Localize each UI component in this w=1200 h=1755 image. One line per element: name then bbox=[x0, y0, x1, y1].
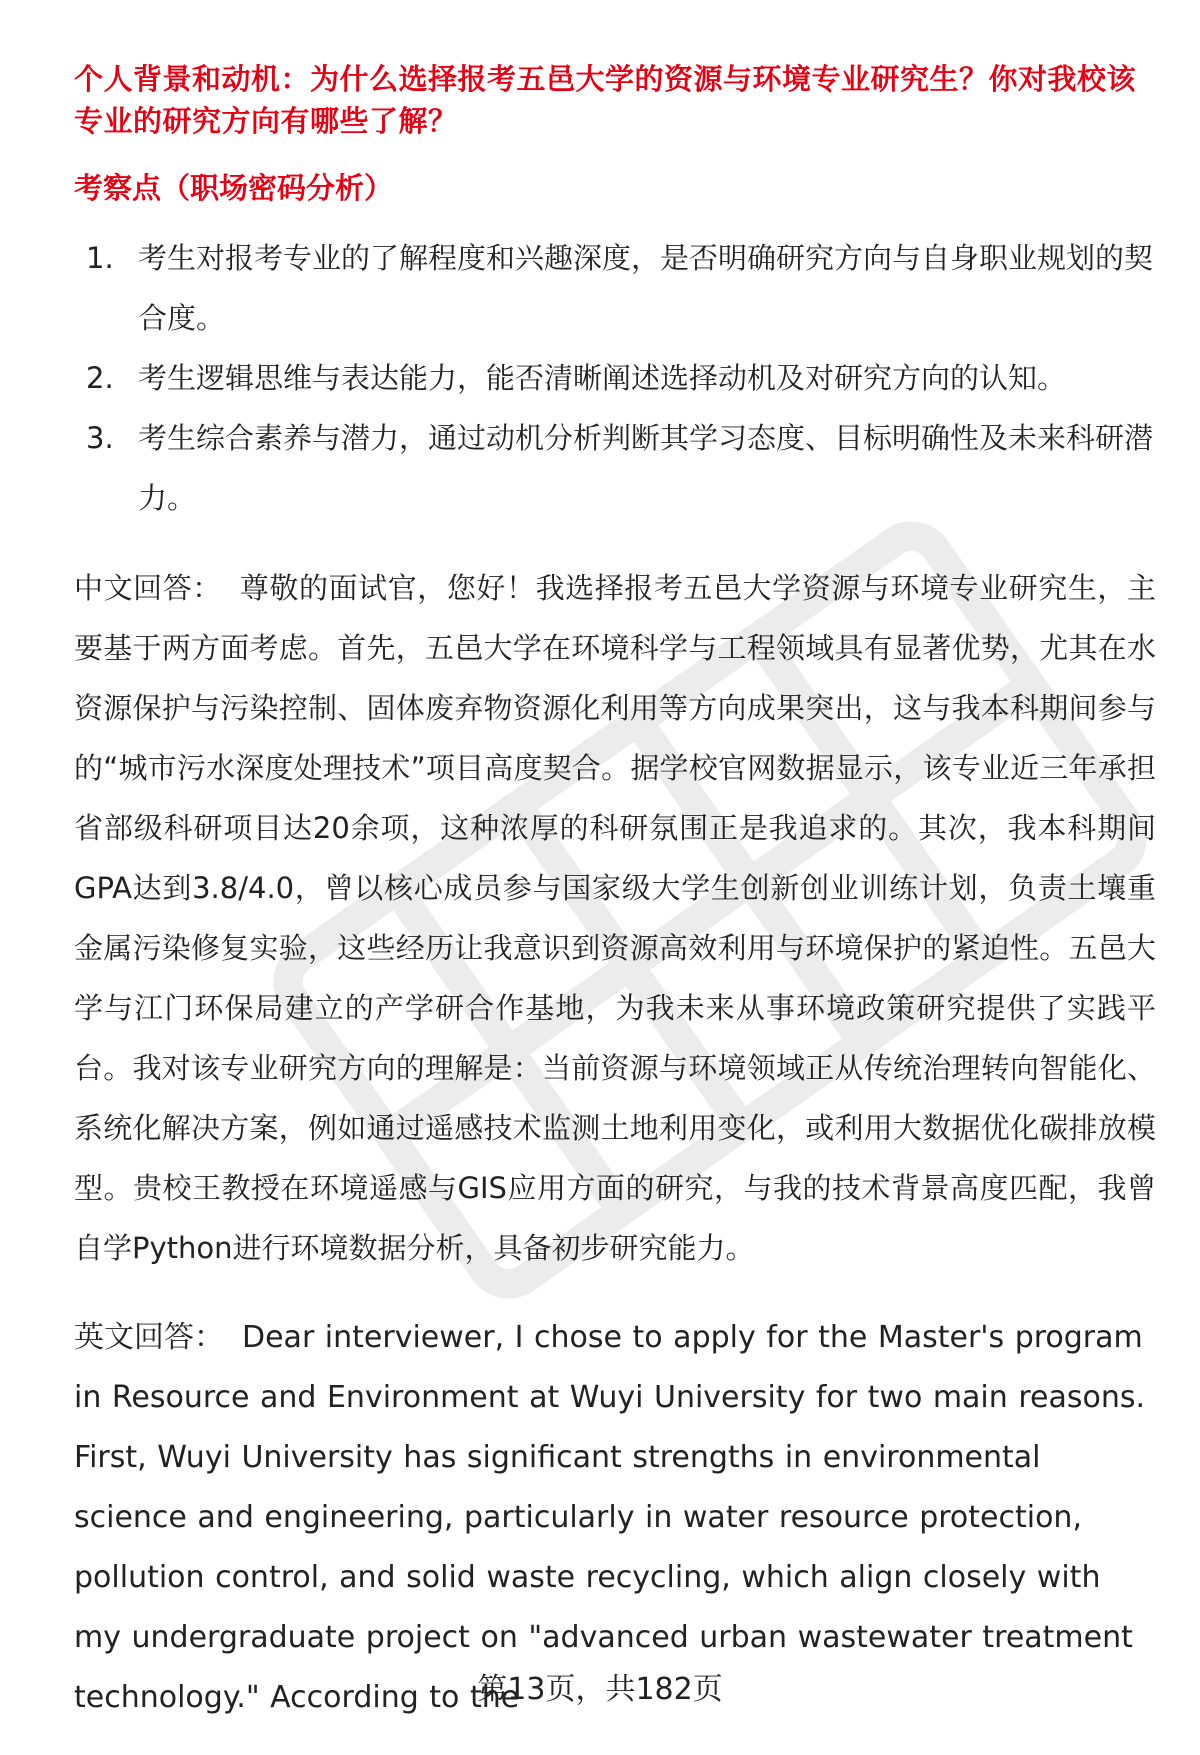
point-text: 考生逻辑思维与表达能力，能否清晰阐述选择动机及对研究方向的认知。 bbox=[138, 361, 1067, 395]
page-content bbox=[74, 58, 1156, 1728]
assessment-point bbox=[74, 348, 1156, 408]
english-answer bbox=[74, 1308, 1156, 1728]
question-title: 个人背景和动机：为什么选择报考五邑大学的资源与环境专业研究生？你对我校该专业的研究方向有哪些了解？ bbox=[74, 62, 1137, 138]
assessment-point bbox=[74, 228, 1156, 348]
point-number: 3. bbox=[86, 421, 114, 455]
chinese-answer bbox=[74, 558, 1156, 1278]
point-text: 考生对报考专业的了解程度和兴趣深度，是否明确研究方向与自身职业规划的契合度。 bbox=[138, 241, 1154, 335]
chinese-answer-label: 中文回答： bbox=[74, 571, 222, 605]
point-number: 1. bbox=[86, 241, 114, 275]
english-answer-label: 英文回答： bbox=[74, 1320, 224, 1355]
english-answer-text: Dear interviewer, I chose to apply for the Master's program in Resource and Environment at Wuyi University for two main reasons. First, Wuyi University has significant strengths in environmental science and engineering, particularly in water resource protection, pollution control, and solid waste recycling, which align closely with my undergraduate project on "advanced urban wastewater treatment technology." According to the bbox=[74, 1320, 1146, 1715]
page-number-footer: 第13页，共182页 bbox=[477, 1672, 723, 1707]
chinese-answer-text: 尊敬的面试官，您好！我选择报考五邑大学资源与环境专业研究生，主要基于两方面考虑。首先，五邑大学在环境科学与工程领域具有显著优势，尤其在水资源保护与污染控制、固体废弃物资源化利用等方向成果突出，这与我本科期间参与的“城市污水深度处理技术”项目高度契合。据学校官网数据显示，该专业近三年承担省部级科研项目达20余项，这种浓厚的科研氛围正是我追求的。其次，我本科期间GPA达到3.8/4.0，曾以核心成员参与国家级大学生创新创业训练计划，负责土壤重金属污染修复实验，这些经历让我意识到资源高效利用与环境保护的紧迫性。五邑大学与江门环保局建立的产学研合作基地，为我未来从事环境政策研究提供了实践平台。我对该专业研究方向的理解是：当前资源与环境领域正从传统治理转向智能化、系统化解决方案，例如通过遥感技术监测土地利用变化，或利用大数据优化碳排放模型。贵校王教授在环境遥感与GIS应用方面的研究，与我的技术背景高度匹配，我曾自学Python进行环境数据分析，具备初步研究能力。 bbox=[74, 571, 1156, 1265]
point-text: 考生综合素养与潜力，通过动机分析判断其学习态度、目标明确性及未来科研潜力。 bbox=[138, 421, 1154, 515]
assessment-point-list bbox=[74, 228, 1156, 528]
point-number: 2. bbox=[86, 361, 114, 395]
assessment-point bbox=[74, 408, 1156, 528]
assessment-heading: 考察点（职场密码分析） bbox=[74, 171, 394, 205]
